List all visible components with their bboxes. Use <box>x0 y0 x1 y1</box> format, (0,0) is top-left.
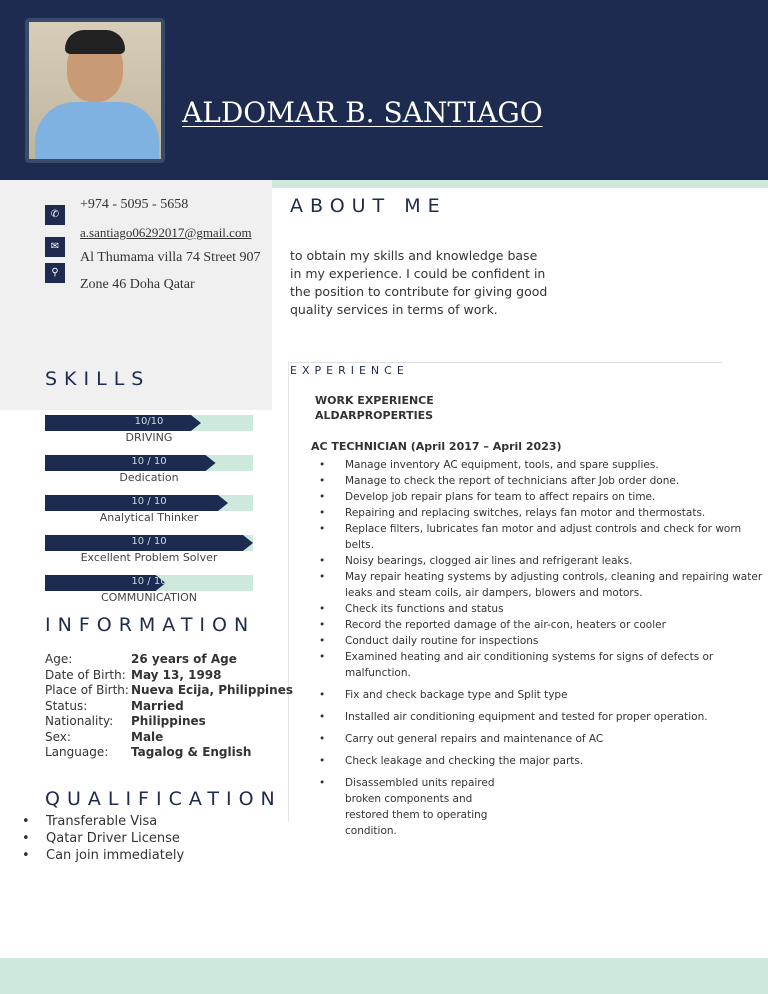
about-text: to obtain my skills and knowledge base in my experience. I could be confident in the position to contribute for giving good quality services in terms of work. <box>290 248 548 317</box>
address-line-1: Al Thumama villa 74 Street 907 <box>80 250 261 265</box>
qualification-text: Transferable Visa <box>46 814 158 829</box>
duty-item: • Develop job repair plans for team to affect repairs on time. <box>315 489 765 505</box>
info-label: Nationality: <box>45 714 114 728</box>
duty-item: • Manage to check the report of technicians after Job order done. <box>315 473 765 489</box>
info-value: May 13, 1998 <box>131 667 222 682</box>
info-label: Place of Birth: <box>45 683 129 697</box>
duty-item: • Check its functions and status <box>315 601 765 617</box>
info-row <box>45 668 222 682</box>
candidate-name: ALDOMAR B. SANTIAGO <box>182 96 543 129</box>
experience-section <box>311 393 765 839</box>
info-label: Status: <box>45 698 88 713</box>
skill-label: COMMUNICATION <box>100 591 198 604</box>
bullet-icon: • <box>22 848 30 863</box>
skill-score: 10 / 10 <box>131 456 167 467</box>
bullet-icon: • <box>22 814 30 829</box>
company-name: ALDARPROPERTIES <box>315 409 434 422</box>
accent-stripe <box>270 180 768 188</box>
address-line-2: Zone 46 Doha Qatar <box>80 277 195 292</box>
info-row <box>45 699 184 713</box>
skill-label: Dedication <box>119 471 179 484</box>
qualification-list <box>22 813 184 864</box>
skill-label: Analytical Thinker <box>99 511 199 524</box>
information-heading: INFORMATION <box>45 614 256 636</box>
info-value: Male <box>131 729 164 744</box>
duty-item: • Carry out general repairs and maintenance of AC <box>315 731 765 747</box>
divider <box>288 362 289 822</box>
info-label: Date of Birth: <box>45 667 126 682</box>
duty-item: • Installed air conditioning equipment and tested for proper operation. <box>315 709 765 725</box>
info-value: Nueva Ecija, Philippines <box>131 683 293 697</box>
duty-item: • Conduct daily routine for inspections <box>315 633 765 649</box>
duty-item: • Record the reported damage of the air-con, heaters or cooler <box>315 617 765 633</box>
duty-item: • Repairing and replacing switches, relays fan motor and thermostats. <box>315 505 765 521</box>
info-row <box>45 745 251 759</box>
info-value: Philippines <box>131 714 206 728</box>
skills-heading: SKILLS <box>45 368 151 390</box>
skill-bar <box>45 535 253 551</box>
skill-score: 10 / 10 <box>131 496 167 507</box>
qualification-item <box>22 813 184 830</box>
skill-bar <box>45 415 253 431</box>
qualification-text: Can join immediately <box>46 848 185 863</box>
experience-heading: EXPERIENCE <box>290 364 409 377</box>
info-label: Sex: <box>45 729 71 744</box>
skill-score: 10 / 10 <box>131 536 167 547</box>
location-icon: ⚲ <box>45 263 65 283</box>
duty-item: • Replace filters, lubricates fan motor and adjust controls and check for worn belts. <box>315 521 765 553</box>
duty-item: • Manage inventory AC equipment, tools, and spare supplies. <box>315 457 765 473</box>
qualification-item <box>22 830 184 847</box>
qualification-item <box>22 847 184 864</box>
phone-icon: ✆ <box>45 205 65 225</box>
work-experience-title: WORK EXPERIENCE <box>315 394 434 407</box>
footer-band <box>0 958 768 994</box>
skill-bar <box>45 495 253 511</box>
email-icon: ✉ <box>45 237 65 257</box>
skill-label: Excellent Problem Solver <box>80 551 218 564</box>
skill-label: DRIVING <box>125 431 173 444</box>
phone-number: +974 - 5095 - 5658 <box>80 197 189 212</box>
skill-bar <box>45 455 253 471</box>
duty-item: • Fix and check backage type and Split type <box>315 687 765 703</box>
about-heading: ABOUT ME <box>290 195 447 217</box>
qualification-heading: QUALIFICATION <box>45 788 282 810</box>
info-row <box>45 730 163 744</box>
skill-score: 10/10 <box>134 416 164 427</box>
info-row <box>45 714 206 728</box>
info-value: 26 years of Age <box>131 652 237 666</box>
duty-item: • Noisy bearings, clogged air lines and refrigerant leaks. <box>315 553 765 569</box>
qualification-text: Qatar Driver License <box>46 831 180 846</box>
bullet-icon: • <box>22 831 30 846</box>
info-row <box>45 683 293 697</box>
skill-bar <box>45 575 253 591</box>
duty-item: • May repair heating systems by adjusting controls, cleaning and repairing water leaks and steam coils, air dampers, blowers and motors. <box>315 569 765 601</box>
divider <box>288 362 722 363</box>
profile-photo <box>25 18 165 163</box>
info-value: Married <box>131 698 184 713</box>
duty-item: • Examined heating and air conditioning systems for signs of defects or malfunction. <box>315 649 765 681</box>
duty-list <box>315 457 765 839</box>
duty-item: • Disassembled units repaired broken components and restored them to operating condition. <box>315 775 495 839</box>
info-label: Language: <box>45 745 109 759</box>
info-label: Age: <box>45 652 73 666</box>
skill-score: 10 / 10 <box>131 576 167 587</box>
job-role: AC TECHNICIAN (April 2017 – April 2023) <box>311 440 562 453</box>
email-link[interactable]: a.santiago06292017@gmail.com <box>80 225 252 240</box>
info-row <box>45 652 237 666</box>
duty-item: • Check leakage and checking the major parts. <box>315 753 765 769</box>
info-value: Tagalog & English <box>131 745 252 759</box>
